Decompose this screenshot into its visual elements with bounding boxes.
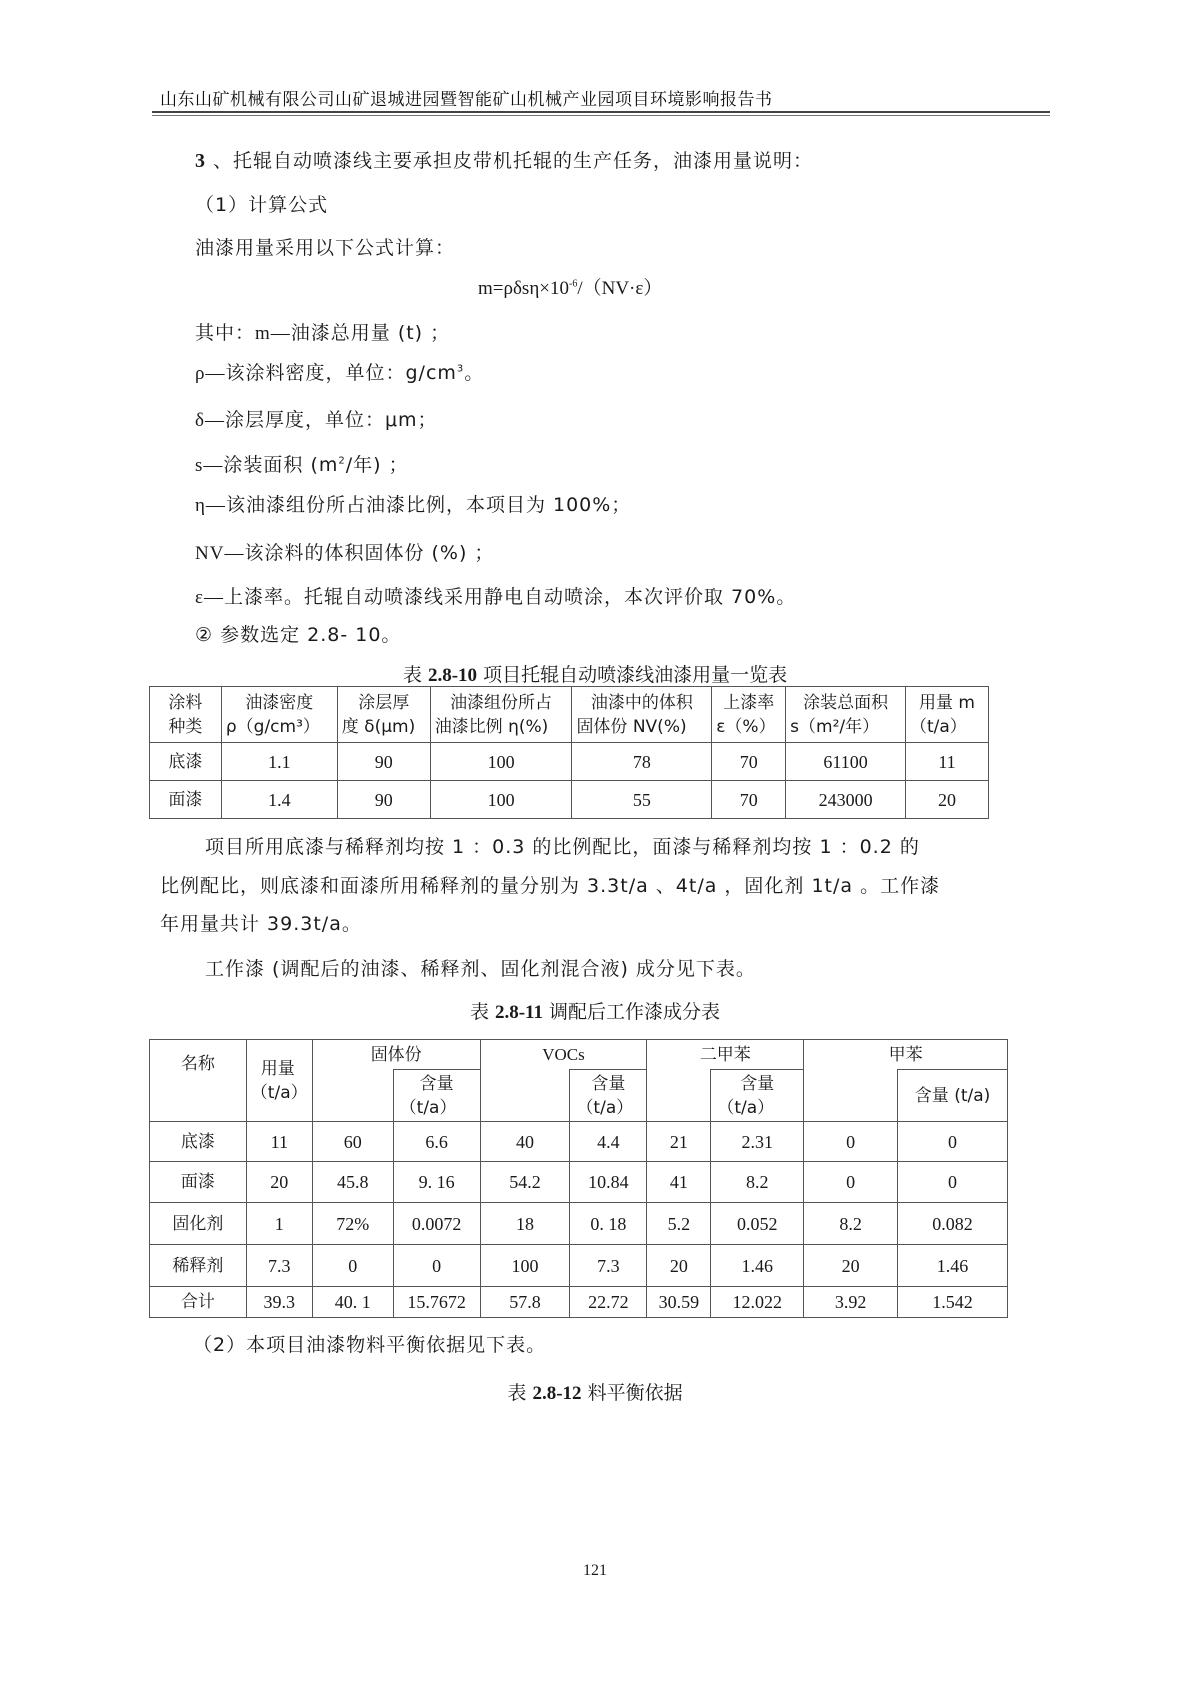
header-line: 油漆密度 — [245, 692, 314, 713]
table-cell: 100 — [480, 1245, 570, 1287]
table-cell: 72% — [312, 1203, 393, 1245]
header-line: 用量 m — [919, 692, 975, 713]
table-cell: 20 — [804, 1245, 898, 1287]
table-row — [150, 1203, 1008, 1245]
header-line: 油漆组份所占 — [450, 692, 553, 713]
table-cell: 70 — [712, 781, 786, 819]
header-line: 上漆率 — [723, 692, 775, 713]
table-cell: 60 — [312, 1122, 393, 1162]
header-rule — [152, 111, 1050, 113]
table-cell: 45.8 — [312, 1162, 393, 1203]
header-line: 含量 — [740, 1073, 775, 1094]
column-header-usage — [246, 1040, 312, 1122]
header-line: ε（%） — [716, 716, 776, 737]
definition-text: 该涂料密度，单位：g/cm — [225, 362, 457, 384]
definition-symbol: δ— — [195, 410, 225, 431]
definition-text: 该油漆组份所占油漆比例，本项目为 100%； — [225, 494, 632, 516]
definition-item — [195, 450, 409, 477]
header-line: 涂装总面积 — [803, 692, 889, 713]
table-cell: 55 — [572, 781, 712, 819]
table-cell: 7.3 — [570, 1245, 647, 1287]
table-cell: 1 — [246, 1203, 312, 1245]
table-cell: 4.4 — [570, 1122, 647, 1162]
table-cell: 9. 16 — [393, 1162, 480, 1203]
definition-symbol: NV— — [195, 543, 245, 564]
column-header-percent — [312, 1070, 393, 1122]
table-cell: 0 — [804, 1162, 898, 1203]
header-line: ρ（g/cm³） — [225, 716, 320, 737]
row-label: 底漆 — [150, 1122, 247, 1162]
row-label: 固化剂 — [150, 1203, 247, 1245]
table-cell: 10.84 — [570, 1162, 647, 1203]
table3-caption: 表 2.8-12 料平衡依据 — [507, 1382, 683, 1404]
table-cell: 21 — [647, 1122, 711, 1162]
table-cell: 2.31 — [711, 1122, 804, 1162]
header-line: 涂料 — [168, 692, 203, 713]
subsection-2-title: （2）本项目油漆物料平衡依据见下表。 — [193, 1334, 547, 1356]
column-group-header: 甲苯 — [804, 1040, 1008, 1070]
table-cell: 6.6 — [393, 1122, 480, 1162]
header-line: 涂层厚 — [358, 692, 410, 713]
table-cell: 1.4 — [221, 781, 337, 819]
table-cell: 90 — [337, 781, 430, 819]
table-row — [150, 1245, 1008, 1287]
definition-symbol: η— — [195, 495, 226, 516]
table1-caption: 表 2.8-10 项目托辊自动喷漆线油漆用量一览表 — [402, 664, 788, 686]
table-cell: 8.2 — [804, 1203, 898, 1245]
definition-text: 油漆总用量 (t) ； — [290, 322, 451, 344]
section-heading: 3 、托辊自动喷漆线主要承担皮带机托辊的生产任务，油漆用量说明： — [195, 150, 814, 172]
header-line: 度 δ(μm) — [341, 716, 416, 737]
column-header — [906, 687, 989, 743]
table-cell: 0.052 — [711, 1203, 804, 1245]
superscript: 3 — [456, 363, 465, 375]
header-line: 含量 (t/a) — [914, 1085, 991, 1106]
table-cell: 0.082 — [898, 1203, 1008, 1245]
table-cell: 57.8 — [480, 1287, 570, 1318]
table-cell: 90 — [337, 743, 430, 781]
column-group-header: 固体份 — [312, 1040, 480, 1070]
table-cell: 11 — [246, 1122, 312, 1162]
row-label: 底漆 — [150, 743, 222, 781]
row-label: 面漆 — [150, 1162, 247, 1203]
table-cell: 0 — [804, 1122, 898, 1162]
column-group-header: VOCs — [480, 1040, 647, 1070]
header-line: 种类 — [168, 716, 203, 737]
column-header-content — [898, 1070, 1008, 1122]
definition-item — [195, 405, 438, 432]
header-line: （t/a） — [250, 1082, 308, 1103]
definition-text: 涂层厚度，单位：μm； — [224, 409, 438, 431]
table-cell: 70 — [712, 743, 786, 781]
definition-item — [195, 490, 631, 517]
table-cell: 0 — [898, 1122, 1008, 1162]
paragraph-ratio-line2: 比例配比，则底漆和面漆所用稀释剂的量分别为 3.3t/a 、4t/a ，固化剂 1t/a 。工作漆 — [160, 875, 941, 897]
formula-intro: 油漆用量采用以下公式计算： — [195, 237, 456, 259]
table-cell: 22.72 — [570, 1287, 647, 1318]
header-line: （t/a） — [717, 1097, 775, 1118]
header-line: （t/a） — [399, 1097, 457, 1118]
column-header — [430, 687, 572, 743]
row-label: 合计 — [150, 1287, 247, 1318]
table-cell: 78 — [572, 743, 712, 781]
column-header-content — [711, 1070, 804, 1122]
paragraph-ratio-line1: 项目所用底漆与稀释剂均按 1 ：0.3 的比例配比，面漆与稀释剂均按 1 ：0.2 的 — [205, 836, 920, 858]
table-cell: 39.3 — [246, 1287, 312, 1318]
table-cell: 100 — [430, 743, 572, 781]
table-cell: 5.2 — [647, 1203, 711, 1245]
superscript: 2 — [338, 455, 346, 467]
table-cell: 20 — [246, 1162, 312, 1203]
definition-text: 上漆率。托辊自动喷漆线采用静电自动喷涂，本次评价取 70%。 — [223, 586, 797, 608]
header-row — [150, 1040, 1008, 1070]
header-rule-thin — [152, 115, 1050, 116]
definition-item — [195, 582, 796, 609]
paint-usage-table — [149, 686, 989, 819]
table-cell: 0 — [312, 1245, 393, 1287]
table-row — [150, 1287, 1008, 1318]
definition-symbol: 其中：m— — [195, 323, 291, 344]
definition-tail: 。 — [464, 362, 485, 384]
table-cell: 1.46 — [898, 1245, 1008, 1287]
table-cell: 40. 1 — [312, 1287, 393, 1318]
table-cell: 61100 — [786, 743, 906, 781]
header-line: 含量 — [419, 1073, 454, 1094]
table-cell: 0.0072 — [393, 1203, 480, 1245]
table-row — [150, 743, 989, 781]
document-header: 山东山矿机械有限公司山矿退城进园暨智能矿山机械产业园项目环境影响报告书 — [160, 90, 773, 110]
definition-symbol: ρ— — [195, 363, 226, 384]
table-row — [150, 1162, 1008, 1203]
table-cell: 54.2 — [480, 1162, 570, 1203]
table-cell: 8.2 — [711, 1162, 804, 1203]
table-cell: 1.46 — [711, 1245, 804, 1287]
table-cell: 1.1 — [221, 743, 337, 781]
column-header — [221, 687, 337, 743]
header-line: 含量 — [591, 1073, 626, 1094]
table-cell: 20 — [906, 781, 989, 819]
subsection-1-title: （1）计算公式 — [195, 194, 329, 216]
column-header-percent — [804, 1070, 898, 1122]
page-number: 121 — [583, 1562, 607, 1579]
column-header — [572, 687, 712, 743]
header-line: 固体份 NV(%) — [576, 716, 687, 737]
header-line: 油漆中的体积 — [590, 692, 693, 713]
table-cell: 20 — [647, 1245, 711, 1287]
table-cell: 3.92 — [804, 1287, 898, 1318]
table2-caption: 表 2.8-11 调配后工作漆成分表 — [469, 1001, 721, 1023]
header-line: （t/a） — [910, 716, 967, 737]
work-paint-composition-table — [149, 1039, 1008, 1318]
definition-tail: /年) ； — [345, 454, 409, 476]
table-cell: 30.59 — [647, 1287, 711, 1318]
table-cell: 40 — [480, 1122, 570, 1162]
table-cell: 12.022 — [711, 1287, 804, 1318]
definition-item — [195, 358, 484, 385]
table-cell: 41 — [647, 1162, 711, 1203]
definition-symbol: s— — [195, 455, 224, 476]
table-row — [150, 781, 989, 819]
table-cell: 7.3 — [246, 1245, 312, 1287]
column-group-header: 二甲苯 — [647, 1040, 804, 1070]
table-cell: 15.7672 — [393, 1287, 480, 1318]
table-cell: 1.542 — [898, 1287, 1008, 1318]
param-note: ② 参数选定 2.8- 10。 — [195, 624, 402, 646]
paragraph-ratio-line3: 年用量共计 39.3t/a。 — [160, 913, 362, 935]
table-cell: 11 — [906, 743, 989, 781]
table-row — [150, 1122, 1008, 1162]
definition-item — [195, 318, 450, 345]
definition-symbol: ε— — [195, 587, 224, 608]
column-header-content — [570, 1070, 647, 1122]
paragraph-composition-intro: 工作漆 (调配后的油漆、稀释剂、固化剂混合液) 成分见下表。 — [205, 958, 756, 980]
header-line: 油漆比例 η(%) — [434, 716, 549, 737]
header-line: s（m²/年） — [790, 716, 880, 737]
table-cell: 0. 18 — [570, 1203, 647, 1245]
column-header-percent — [480, 1070, 570, 1122]
definition-text: 涂装面积 (m — [223, 454, 339, 476]
row-label: 面漆 — [150, 781, 222, 819]
header-line: （t/a） — [576, 1097, 634, 1118]
definition-item — [195, 538, 494, 565]
column-header-percent — [647, 1070, 711, 1122]
column-header — [712, 687, 786, 743]
column-header-name: 名称 — [150, 1040, 247, 1122]
table-cell: 243000 — [786, 781, 906, 819]
table-cell: 0 — [393, 1245, 480, 1287]
formula: $m=\rho\delta s\eta\times 10^{-6}/(NV\cdot\varepsilon)$ — [478, 278, 663, 299]
table-cell: 100 — [430, 781, 572, 819]
header-line: 用量 — [260, 1058, 295, 1079]
column-header — [150, 687, 222, 743]
row-label: 稀释剂 — [150, 1245, 247, 1287]
column-header — [337, 687, 430, 743]
column-header — [786, 687, 906, 743]
column-header-content — [393, 1070, 480, 1122]
definition-text: 该涂料的体积固体份 (%) ； — [244, 542, 495, 564]
table-cell: 18 — [480, 1203, 570, 1245]
table-cell: 0 — [898, 1162, 1008, 1203]
